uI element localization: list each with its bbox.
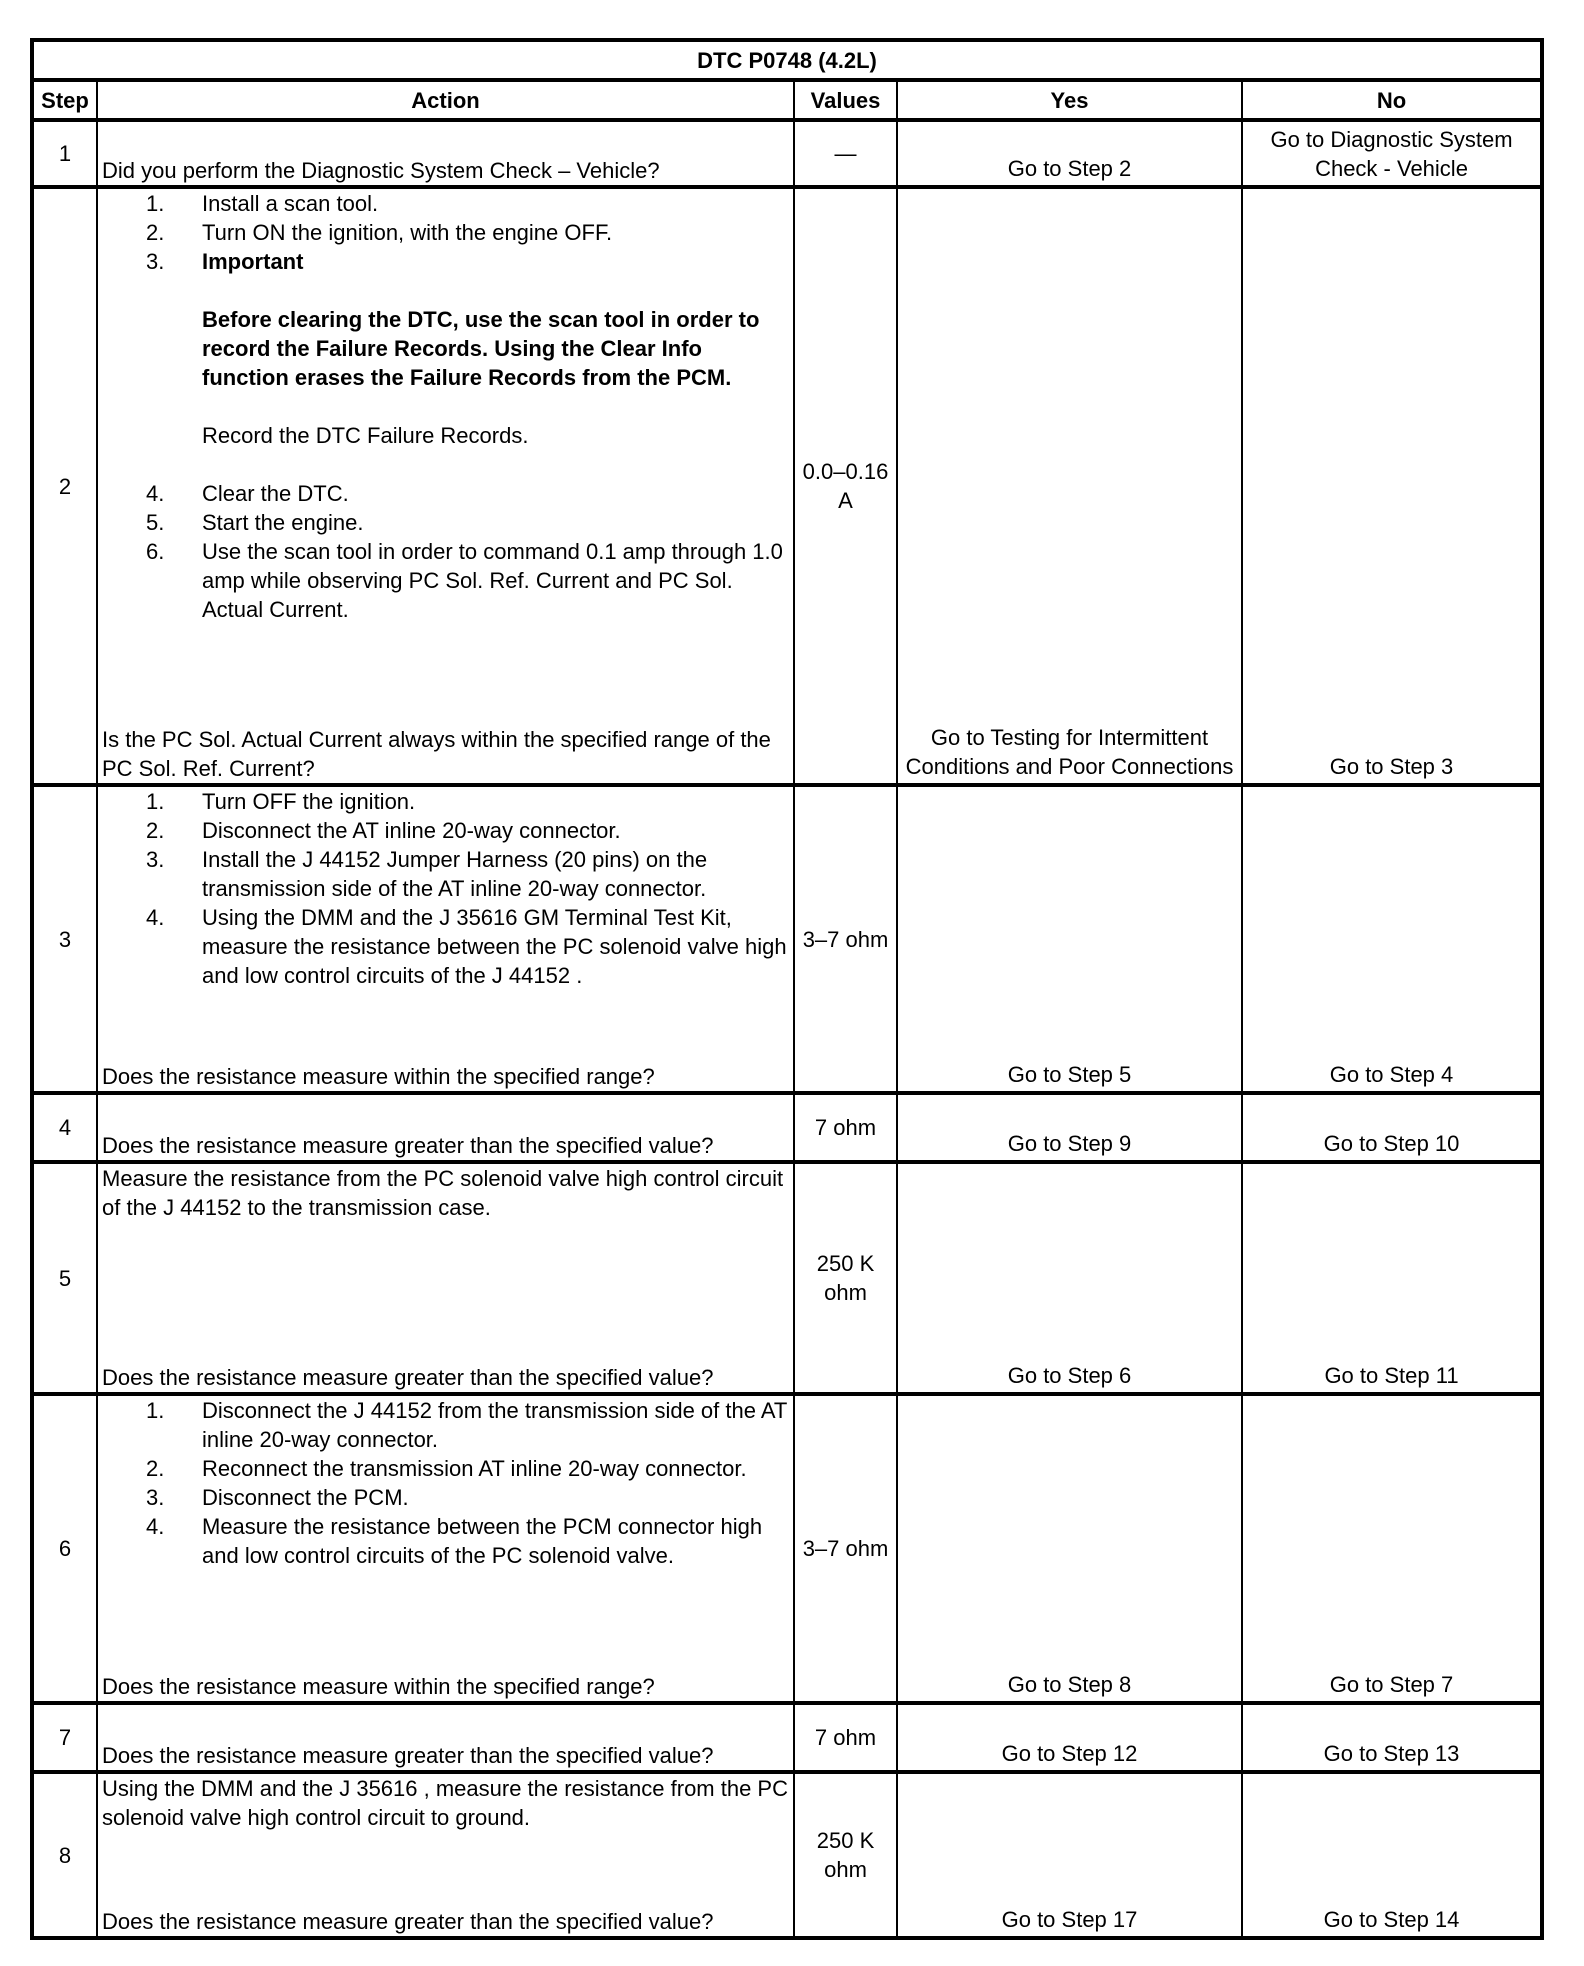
item-text: Turn OFF the ignition. (202, 789, 416, 814)
yes-action[interactable]: Go to Step 8 (897, 1394, 1242, 1703)
action-question: Does the resistance measure within the specified range? (102, 1674, 655, 1699)
value-cell: 7 ohm (794, 1703, 897, 1772)
item-text: Install the J 44152 Jumper Harness (20 pins) on the transmission side of the AT inline 20-way connector. (202, 847, 708, 901)
important-note: Before clearing the DTC, use the scan tool in order to record the Failure Records. Using the Clear Info function erases the Failure Records from the PCM. (202, 307, 760, 390)
table-row (32, 1394, 1542, 1703)
no-action[interactable]: Go to Step 3 (1242, 187, 1542, 785)
list-item (146, 1454, 789, 1483)
header-yes: Yes (897, 80, 1242, 120)
step-list (146, 479, 789, 624)
item-number: 4. (146, 905, 165, 930)
value-cell: 250 K ohm (794, 1162, 897, 1394)
action-question: Did you perform the Diagnostic System Check – Vehicle? (102, 158, 660, 183)
value-cell: 0.0–0.16 A (794, 187, 897, 785)
list-item (146, 845, 789, 903)
no-action[interactable]: Go to Step 7 (1242, 1394, 1542, 1703)
yes-action[interactable]: Go to Step 9 (897, 1093, 1242, 1162)
action-text: Using the DMM and the J 35616 , measure the resistance from the PC solenoid valve high control circuit to ground. (102, 1776, 788, 1830)
yes-action[interactable]: Go to Step 17 (897, 1772, 1242, 1938)
list-item (146, 1483, 789, 1512)
item-number: 3. (146, 1485, 165, 1510)
yes-action[interactable]: Go to Step 5 (897, 785, 1242, 1093)
item-number: 2. (146, 1456, 165, 1481)
step-number: 2 (32, 187, 97, 785)
list-item (146, 479, 789, 508)
action-question: Does the resistance measure greater than the specified value? (102, 1133, 714, 1158)
dtc-table (30, 38, 1544, 1940)
list-item (146, 189, 789, 218)
item-text: Measure the resistance between the PCM connector high and low control circuits of the PC solenoid valve. (202, 1514, 763, 1568)
table-row (32, 1162, 1542, 1394)
item-text: Install a scan tool. (202, 191, 379, 216)
action-question: Does the resistance measure within the specified range? (102, 1064, 655, 1089)
header-no: No (1242, 80, 1542, 120)
item-text: Start the engine. (202, 510, 364, 535)
item-number: 2. (146, 220, 165, 245)
item-number: 1. (146, 789, 165, 814)
table-row (32, 1093, 1542, 1162)
item-text: Disconnect the AT inline 20-way connector. (202, 818, 621, 843)
no-action[interactable]: Go to Step 11 (1242, 1162, 1542, 1394)
step-number: 3 (32, 785, 97, 1093)
action-question: Does the resistance measure greater than the specified value? (102, 1365, 714, 1390)
value-cell: 7 ohm (794, 1093, 897, 1162)
item-text: Clear the DTC. (202, 481, 349, 506)
item-number: 3. (146, 847, 165, 872)
action-text: Measure the resistance from the PC solenoid valve high control circuit of the J 44152 to the transmission case. (102, 1166, 784, 1220)
item-number: 4. (146, 481, 165, 506)
step-number: 6 (32, 1394, 97, 1703)
step-number: 4 (32, 1093, 97, 1162)
step-list (146, 787, 789, 990)
table-row (32, 785, 1542, 1093)
list-item (146, 218, 789, 247)
step-number: 8 (32, 1772, 97, 1938)
yes-action[interactable]: Go to Testing for Intermittent Conditions and Poor Connections (897, 187, 1242, 785)
step-number: 5 (32, 1162, 97, 1394)
header-values: Values (794, 80, 897, 120)
record-instruction: Record the DTC Failure Records. (202, 423, 529, 448)
action-question: Is the PC Sol. Actual Current always within the specified range of the PC Sol. Ref. Current? (102, 727, 771, 781)
item-text: Reconnect the transmission AT inline 20-way connector. (202, 1456, 747, 1481)
yes-action[interactable]: Go to Step 6 (897, 1162, 1242, 1394)
item-text: Disconnect the J 44152 from the transmission side of the AT inline 20-way connector. (202, 1398, 787, 1452)
value-cell: 250 K ohm (794, 1772, 897, 1938)
table-row (32, 187, 1542, 785)
item-text: Disconnect the PCM. (202, 1485, 409, 1510)
item-number: 1. (146, 1398, 165, 1423)
item-text: Important (202, 249, 304, 274)
list-item (146, 816, 789, 845)
list-item (146, 1396, 789, 1454)
no-action[interactable]: Go to Diagnostic System Check - Vehicle (1242, 120, 1542, 187)
list-item (146, 537, 789, 624)
step-list (146, 189, 789, 276)
step-number: 7 (32, 1703, 97, 1772)
yes-action[interactable]: Go to Step 12 (897, 1703, 1242, 1772)
action-question: Does the resistance measure greater than the specified value? (102, 1743, 714, 1768)
no-action[interactable]: Go to Step 13 (1242, 1703, 1542, 1772)
no-action[interactable]: Go to Step 10 (1242, 1093, 1542, 1162)
no-action[interactable]: Go to Step 4 (1242, 785, 1542, 1093)
item-number: 6. (146, 539, 165, 564)
list-item (146, 787, 789, 816)
item-number: 2. (146, 818, 165, 843)
item-number: 4. (146, 1514, 165, 1539)
list-item (146, 508, 789, 537)
no-action[interactable]: Go to Step 14 (1242, 1772, 1542, 1938)
yes-action[interactable]: Go to Step 2 (897, 120, 1242, 187)
item-text: Turn ON the ignition, with the engine OFF. (202, 220, 613, 245)
item-number: 3. (146, 249, 165, 274)
value-cell: 3–7 ohm (794, 1394, 897, 1703)
value-cell: 3–7 ohm (794, 785, 897, 1093)
table-row (32, 120, 1542, 187)
list-item (146, 247, 789, 276)
header-step: Step (32, 80, 97, 120)
action-question: Does the resistance measure greater than the specified value? (102, 1909, 714, 1934)
value-cell: — (794, 120, 897, 187)
table-row (32, 1772, 1542, 1938)
item-text: Use the scan tool in order to command 0.1 amp through 1.0 amp while observing PC Sol. Ref. Current and PC Sol. Actual Current. (202, 539, 783, 622)
list-item (146, 1512, 789, 1570)
step-list (146, 1396, 789, 1570)
list-item (146, 903, 789, 990)
table-row (32, 1703, 1542, 1772)
table-title: DTC P0748 (4.2L) (32, 40, 1542, 80)
item-text: Using the DMM and the J 35616 GM Terminal Test Kit, measure the resistance between the PC solenoid valve high and low control circuits of the J 44152 . (202, 905, 787, 988)
item-number: 5. (146, 510, 165, 535)
item-number: 1. (146, 191, 165, 216)
header-action: Action (97, 80, 794, 120)
step-number: 1 (32, 120, 97, 187)
